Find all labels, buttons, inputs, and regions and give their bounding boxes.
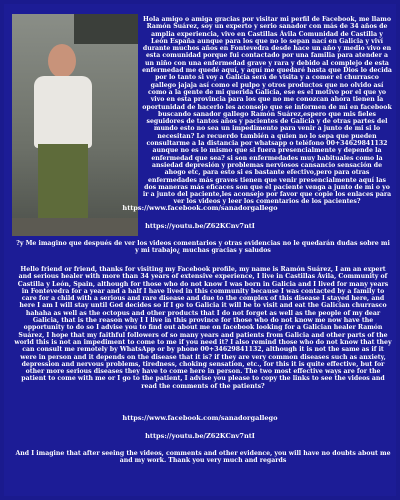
post-closing-spanish: ?y Me imagino que después de ver los videos comentarios y otras evidencias no le quedarán dudas sobre mi y mi trabajo¿ muchas gracias y saludos — [16, 240, 390, 255]
facebook-link[interactable]: https://www.facebook.com/sanadorgallego — [122, 204, 278, 212]
facebook-link-english[interactable]: https://www.facebook.com/sanadorgallego — [122, 414, 278, 422]
post-card — [4, 4, 396, 496]
post-text-spanish: Hola amigo o amiga gracias por visitar mi perfil de Facebook, me llamo Ramón Suárez, soy un experto y serio sanador con más de 34 años de amplia experiencia, vivo en Castillas Ávila Comunidad de Castilla y León España aunque para los que no lo sepan nací en Galicia y viví durante muchos años en Fontevedra desde hace un año y medio vivo en esta comunidad porque fui contactado por una familia para atender a un niño con una enfermedad grave y rara y debido al complejo de esta enfermedad me quedé aquí, y aquí me quedaré hasta que Dios lo decida por lo tanto si voy a Galicia será de visita y a comer el churrasco gallego jajaja así como el pulpo y otros productos que no olvido así como a la gente de mi querida Galicia, ese es el motivo por el que yo vivo en esta provincia para los que no me conozcan ahora tienen la oportunidad de hacerlo les aconsejo que se informen de mi en facebook buscando sanador gallego Ramón Suárez,espero que mis fieles seguidores de tantos años y pacientes de Galicia y de otras partes del mundo esto no sea un impedimento para venir a junto de mi si lo necesitan? Le recuerdo también a quien no lo sepa que pueden consultarme a la distancia por whatsapp o teléfono 00+34629841132 aunque no es lo mismo que si fuera presencialmente y depende la enfermedad que sea? si son enfermedades muy habituales como la ansiedad depresión y problemas nerviosos cansancio sensación de ahogo etc, para esto si es bastante efectivo,pero para otras enfermedades más graves tienen que venir presencialmente aquí las dos maneras más eficaces son que el paciente venga a junto de mi o yo ir a junto del paciente,les aconsejo por favor que copie los enlaces para ver los videos y leer los comentarios de los pacientes? — [142, 16, 392, 206]
post-closing-english: And I imagine that after seeing the videos, comments and other evidence, you will have no doubts about me and my work. Thank you very much and regards — [15, 450, 391, 465]
person-head — [48, 44, 76, 78]
person-pants — [38, 144, 88, 224]
youtube-link-english[interactable]: https://youtu.be/Z62KCnv7ntI — [145, 432, 255, 440]
wall-picture — [74, 14, 138, 44]
person-shirt — [34, 76, 92, 148]
post-text-english: Hello friend or friend, thanks for visiting my Facebook profile, my name is Ramón Suárez, I am an expert and serious healer with more than 34 years of extensive experience, I live in Castillas Ávila, Community of Castilla y León, Spain, although for those who do not know I was born in Galicia and I lived for many years in Fontevedra for a year and a half I have lived in this community because I was contacted by a family to care for a child with a serious and rare disease and due to the complex of this disease I stayed here, and here I am I will stay until God decides so if I go to Galicia it will be to visit and eat the Galician churrasco hahaha as well as the octopus and other products that I do not forget as well as the people of my dear Galicia, that is the reason why I I live in this province for those who do not know me now have the opportunity to do so I advise you to find out about me on facebook looking for a Galician healer Ramón Suárez, I hope that my faithful followers of so many years and patients from Galicia and other parts of the world this is not an impediment to come to me if you need it? I also remind those who do not know that they can consult me remotely by WhatsApp or by phone 00+34629841132, although it is not the same as if it were in person and it depends on the disease that it is? if they are very common diseases such as anxiety, depression and nervous problems, tiredness, choking sensation, etc., for this it is quite effective, but for other more serious diseases they have to come here in person. The two most effective ways are for the patient to come with me or I go to the patient, I advise you please to copy the links to see the videos and read the comments of the patients? — [14, 266, 392, 390]
youtube-link[interactable]: https://youtu.be/Z62KCnv7ntI — [145, 222, 255, 230]
profile-photo — [12, 14, 138, 236]
